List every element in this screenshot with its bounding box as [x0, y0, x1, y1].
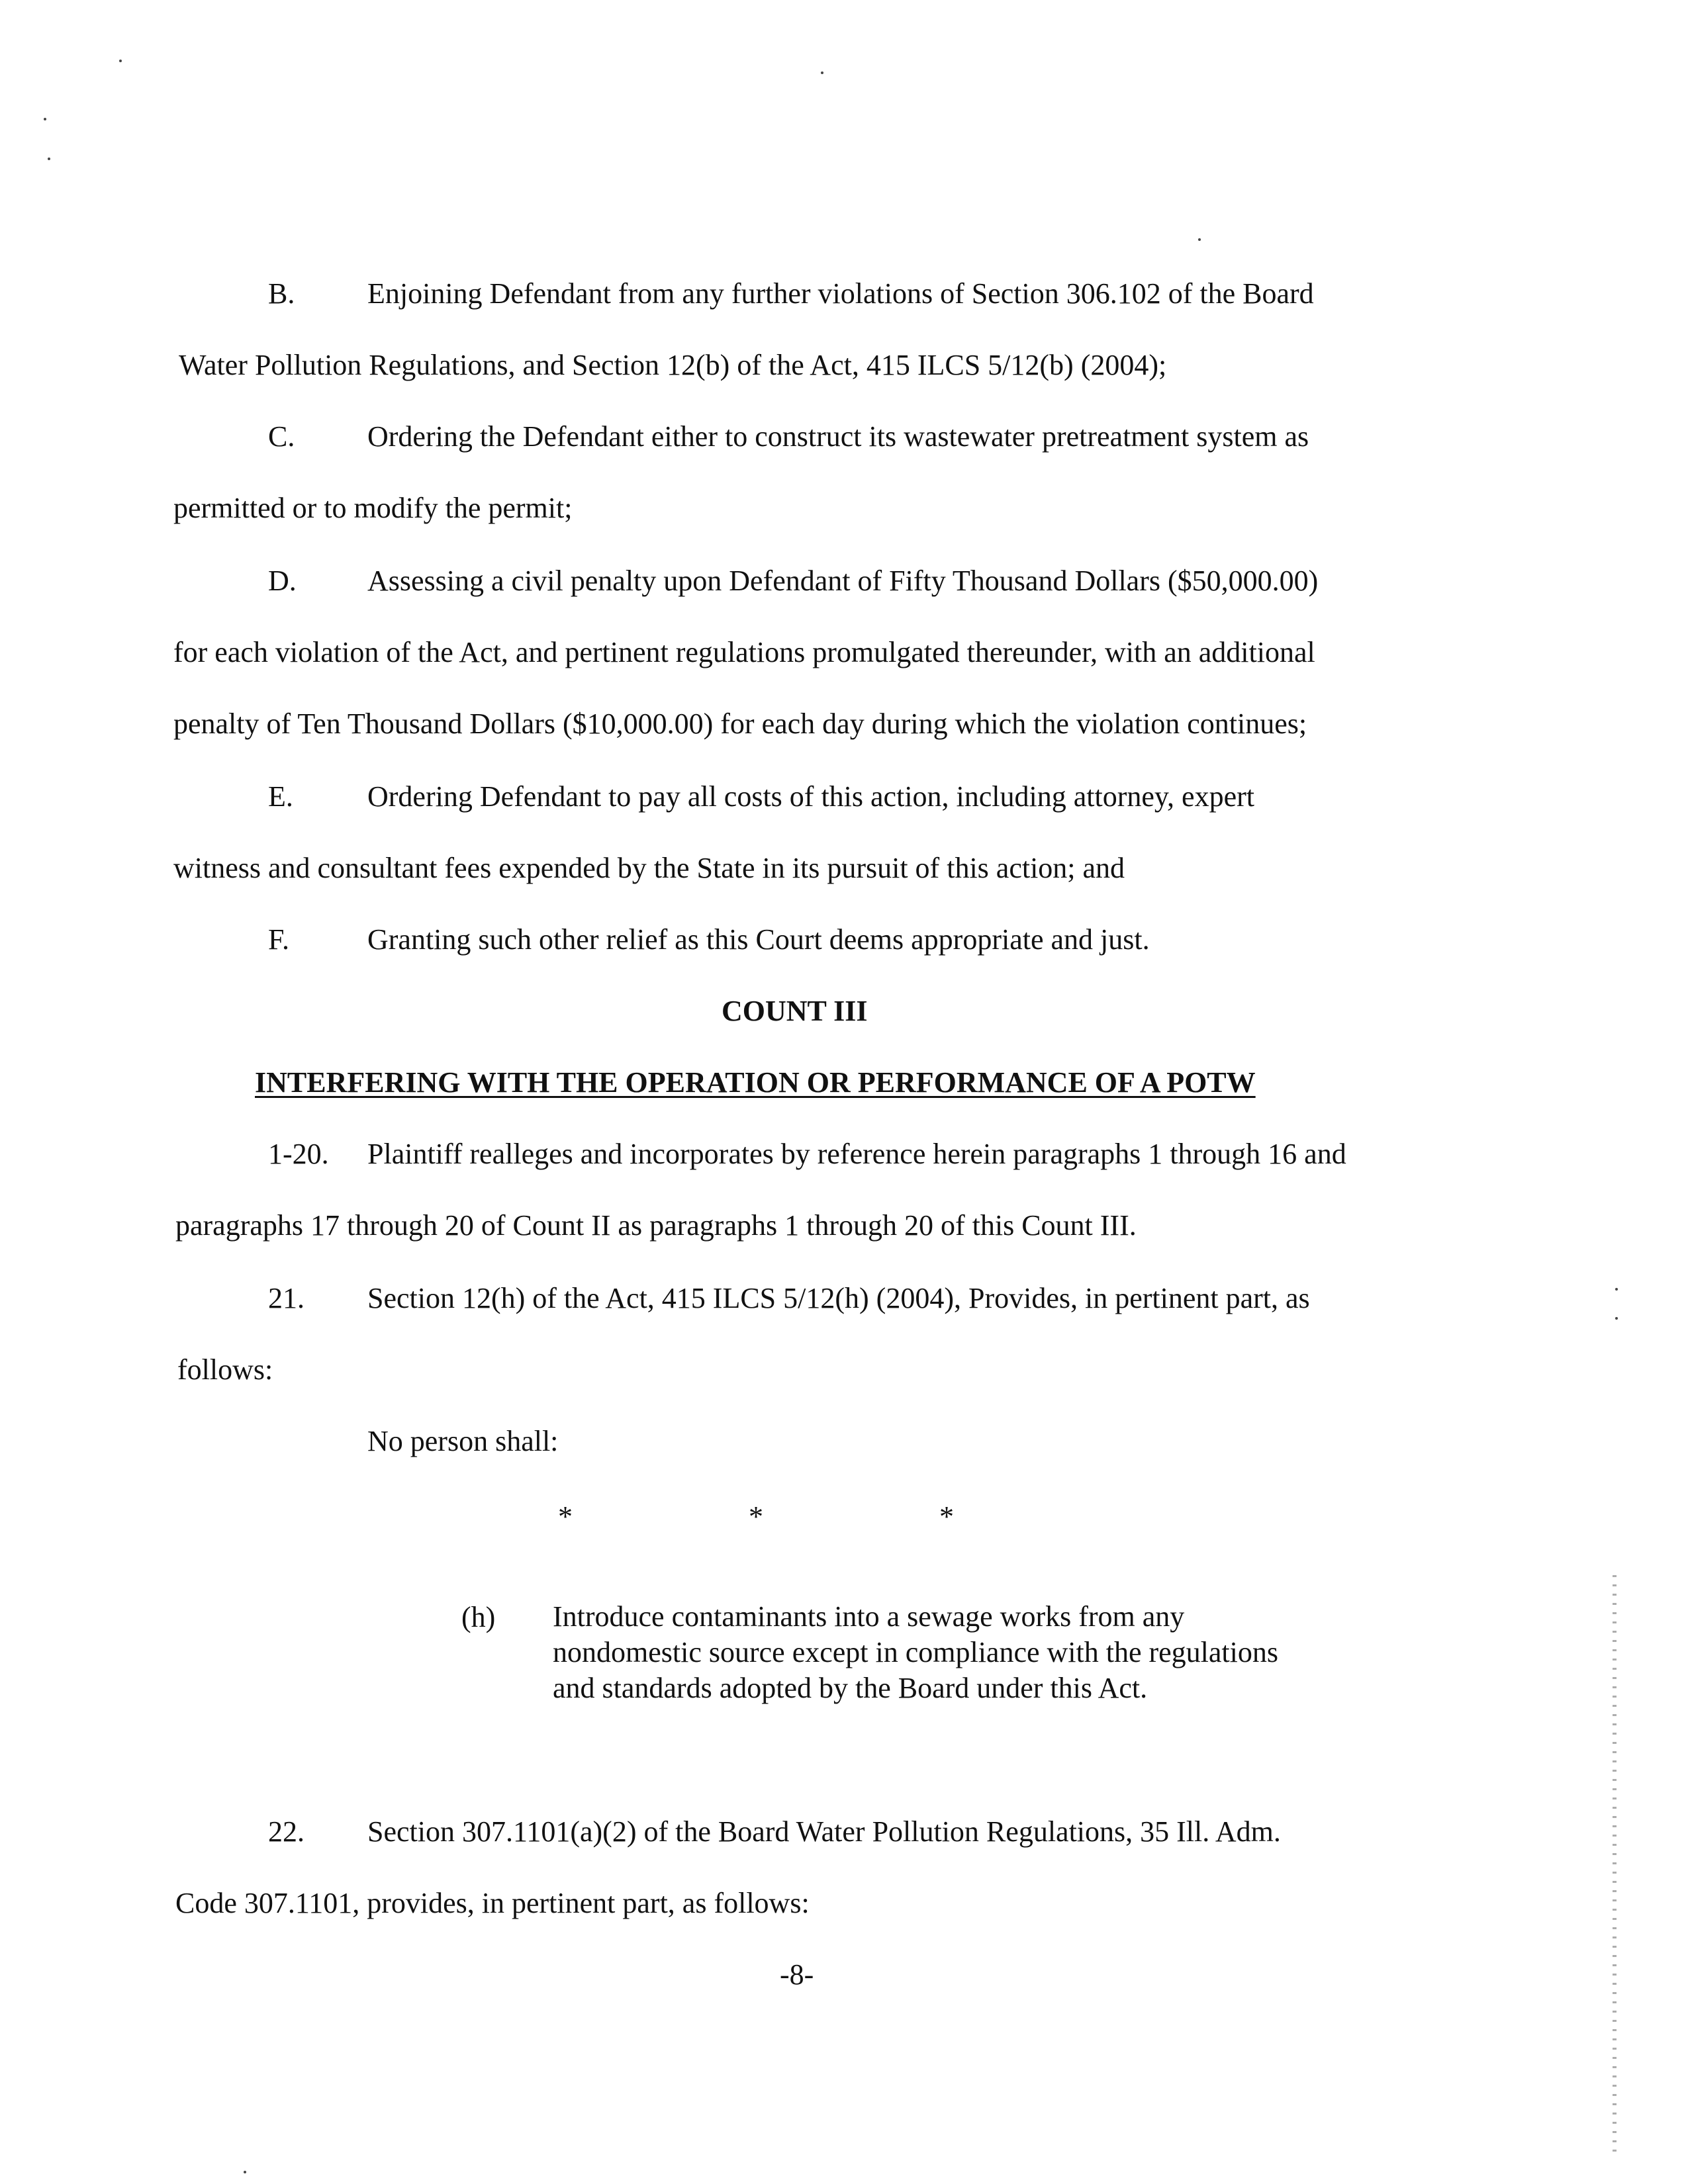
item-e-marker: E.: [268, 780, 293, 813]
scan-speck: [244, 2171, 246, 2173]
scan-edge-noise: [1613, 1575, 1617, 2158]
scan-speck: [44, 118, 46, 120]
scan-speck: [48, 158, 50, 160]
count-title: COUNT III: [722, 995, 868, 1027]
item-f-line-1: Granting such other relief as this Court deems appropriate and just.: [367, 923, 1150, 956]
item-e-line-2: witness and consultant fees expended by the State in its pursuit of this action; and: [173, 852, 1125, 884]
item-d-line-3: penalty of Ten Thousand Dollars ($10,000.00) for each day during which the violation continues;: [173, 707, 1307, 740]
scan-speck: [1615, 1288, 1618, 1291]
para-21-line-1: Section 12(h) of the Act, 415 ILCS 5/12(h) (2004), Provides, in pertinent part, as: [367, 1282, 1310, 1314]
item-f-marker: F.: [268, 923, 289, 956]
scan-speck: [119, 60, 122, 62]
para-21-line-2: follows:: [177, 1353, 273, 1386]
scan-speck: [1198, 238, 1201, 241]
item-d-line-2: for each violation of the Act, and pertinent regulations promulgated thereunder, with an additional: [173, 636, 1315, 668]
ellipsis-star-2: *: [749, 1500, 763, 1533]
para-22-marker: 22.: [268, 1815, 305, 1848]
para-21-marker: 21.: [268, 1282, 305, 1314]
para-22-line-1: Section 307.1101(a)(2) of the Board Water Pollution Regulations, 35 Ill. Adm.: [367, 1815, 1281, 1848]
scan-speck: [1615, 1317, 1618, 1320]
para-22-line-2: Code 307.1101, provides, in pertinent part, as follows:: [175, 1887, 810, 1919]
scan-speck: [821, 71, 823, 74]
para-1-20-line-1: Plaintiff realleges and incorporates by reference herein paragraphs 1 through 16 and: [367, 1138, 1346, 1170]
item-c-marker: C.: [268, 420, 295, 453]
para-1-20-line-2: paragraphs 17 through 20 of Count II as paragraphs 1 through 20 of this Count III.: [175, 1209, 1137, 1242]
quote-intro: No person shall:: [367, 1425, 559, 1457]
item-d-line-1: Assessing a civil penalty upon Defendant of Fifty Thousand Dollars ($50,000.00): [367, 565, 1319, 597]
ellipsis-star-1: *: [558, 1500, 573, 1533]
item-b-line-2: Water Pollution Regulations, and Section 12(b) of the Act, 415 ILCS 5/12(b) (2004);: [179, 349, 1167, 381]
item-b-line-1: Enjoining Defendant from any further violations of Section 306.102 of the Board: [367, 277, 1314, 310]
item-c-line-1: Ordering the Defendant either to construct its wastewater pretreatment system as: [367, 420, 1309, 453]
page-number: -8-: [780, 1958, 814, 1991]
quote-subsection-marker: (h): [461, 1601, 496, 1633]
quote-subsection-text: Introduce contaminants into a sewage works from any nondomestic source except in compliance with the regulations and standards adopted by the Board under this Act.: [553, 1600, 1279, 1704]
item-b-marker: B.: [268, 277, 295, 310]
ellipsis-star-3: *: [939, 1500, 954, 1533]
item-e-line-1: Ordering Defendant to pay all costs of this action, including attorney, expert: [367, 780, 1254, 813]
item-c-line-2: permitted or to modify the permit;: [173, 492, 573, 524]
para-1-20-marker: 1-20.: [268, 1138, 329, 1170]
item-d-marker: D.: [268, 565, 297, 597]
count-subtitle: INTERFERING WITH THE OPERATION OR PERFORMANCE OF A POTW: [255, 1066, 1256, 1099]
